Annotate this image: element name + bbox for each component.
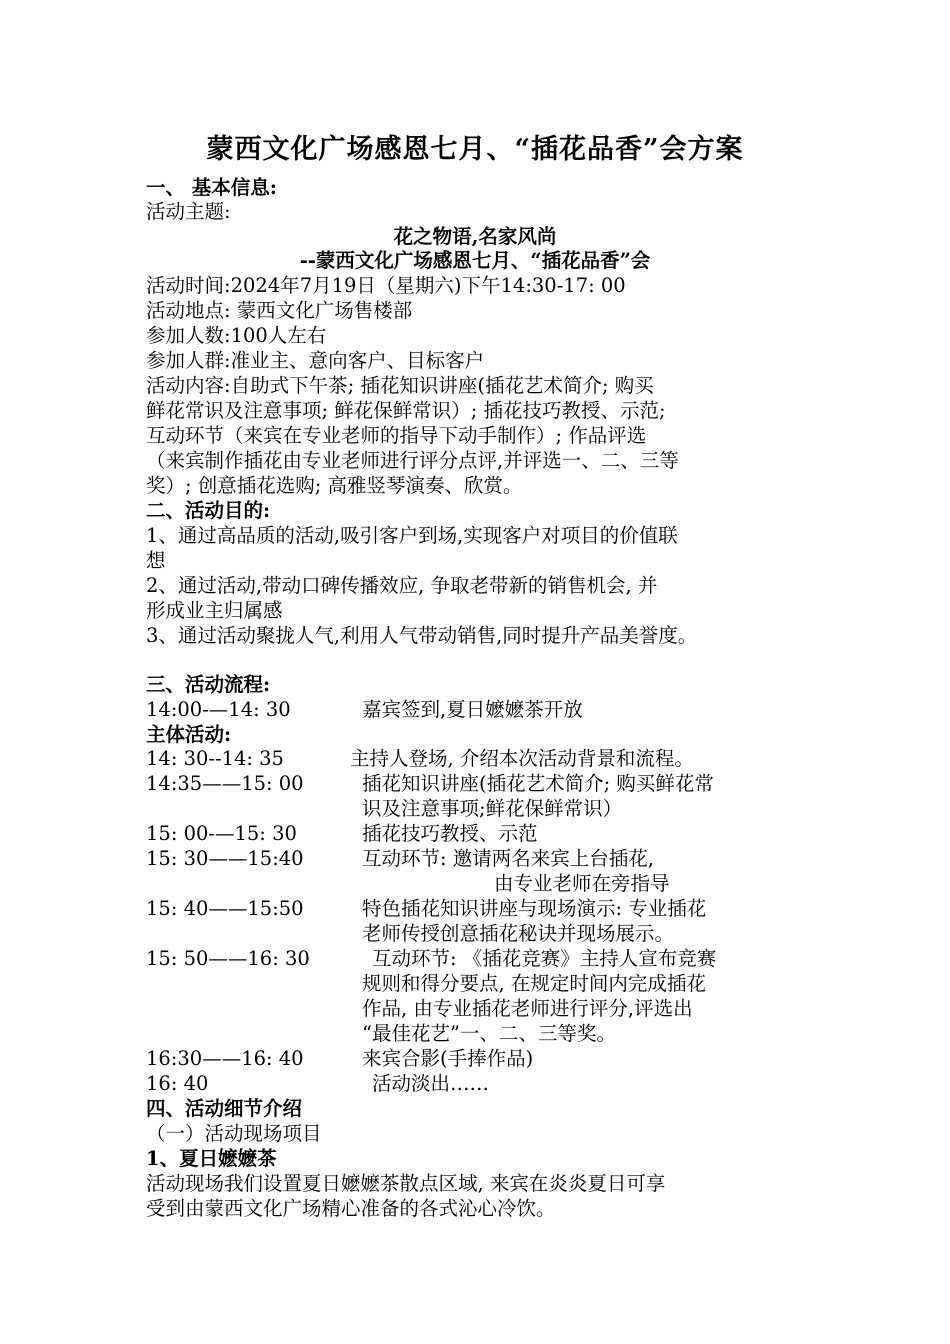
schedule-desc: 嘉宾签到,夏日嬷嬷茶开放 <box>362 698 583 721</box>
section2-heading: 二、活动目的: <box>146 499 271 522</box>
document-title: 蒙西文化广场感恩七月、“插花品香”会方案 <box>206 134 744 165</box>
content-line: 鲜花常识及注意事项; 鲜花保鲜常识）; 插花技巧教授、示范; <box>146 399 666 422</box>
schedule-time: 15: 00-—15: 30 <box>146 822 297 845</box>
schedule-desc: 来宾合影(手捧作品) <box>362 1047 534 1070</box>
participant-count: 参加人数:100人左右 <box>146 324 327 347</box>
schedule-time: 15: 40——15:50 <box>146 897 304 920</box>
purpose-line: 想 <box>146 549 166 572</box>
schedule-desc: 互动环节: 邀请两名来宾上台插花, <box>362 847 654 870</box>
schedule-desc: 规则和得分要点, 在规定时间内完成插花 <box>362 972 706 995</box>
item1-line: 受到由蒙西文化广场精心准备的各式沁心冷饮。 <box>146 1197 556 1220</box>
schedule-desc: 作品, 由专业插花老师进行评分,评选出 <box>362 997 693 1020</box>
theme-line-1: 花之物语,名家风尚 <box>393 225 557 248</box>
theme-label: 活动主题: <box>146 200 231 223</box>
schedule-time: 16:30——16: 40 <box>146 1047 304 1070</box>
schedule-desc: 插花技巧教授、示范 <box>362 822 538 845</box>
schedule-time: 14: 30--14: 35 <box>146 747 284 770</box>
schedule-desc: 插花知识讲座(插花艺术简介; 购买鲜花常 <box>362 772 714 795</box>
schedule-desc: 特色插花知识讲座与现场演示: 专业插花 <box>362 897 707 920</box>
content-line: （来宾制作插花由专业老师进行评分点评,并评选一、二、三等 <box>146 449 679 472</box>
purpose-line: 2、通过活动,带动口碑传播效应, 争取老带新的销售机会, 并 <box>146 574 658 597</box>
purpose-line: 形成业主归属感 <box>146 599 283 622</box>
schedule-desc: 互动环节: 《插花竞赛》主持人宣布竞赛 <box>372 947 717 970</box>
schedule-time: 16: 40 <box>146 1072 209 1095</box>
schedule-time: 15: 50——16: 30 <box>146 947 310 970</box>
schedule-desc: 老师传授创意插花秘诀并现场展示。 <box>362 922 675 945</box>
section1-heading: 一、 基本信息: <box>146 176 277 199</box>
section3-heading: 三、活动流程: <box>146 673 271 696</box>
content-line: 奖）; 创意插花选购; 高雅竖琴演奏、欣赏。 <box>146 474 523 497</box>
schedule-desc: 识及注意事项;鲜花保鲜常识） <box>362 797 623 820</box>
main-activity-heading: 主体活动: <box>146 723 232 746</box>
schedule-desc: 主持人登场, 介绍本次活动背景和流程。 <box>350 747 694 770</box>
item1-line: 活动现场我们设置夏日嬷嬷茶散点区域, 来宾在炎炎夏日可享 <box>146 1172 666 1195</box>
schedule-time: 15: 30——15:40 <box>146 847 304 870</box>
activity-time: 活动时间:2024年7月19日（星期六)下午14:30-17: 00 <box>146 274 626 297</box>
theme-line-2: --蒙西文化广场感恩七月、“插花品香”会 <box>299 249 651 272</box>
schedule-desc: 由专业老师在旁指导 <box>494 872 670 895</box>
participant-group: 参加人群:准业主、意向客户、目标客户 <box>146 349 485 372</box>
activity-place: 活动地点: 蒙西文化广场售楼部 <box>146 299 413 322</box>
schedule-time: 14:35——15: 00 <box>146 772 304 795</box>
schedule-desc: 活动淡出…… <box>372 1072 490 1095</box>
content-line: 活动内容:自助式下午茶; 插花知识讲座(插花艺术简介; 购买 <box>146 374 654 397</box>
schedule-desc: “最佳花艺”一、二、三等奖。 <box>362 1022 616 1045</box>
section4-heading: 四、活动细节介绍 <box>146 1097 303 1120</box>
purpose-line: 1、通过高品质的活动,吸引客户到场,实现客户对项目的价值联 <box>146 524 678 547</box>
content-line: 互动环节（来宾在专业老师的指导下动手制作）; 作品评选 <box>146 424 647 447</box>
purpose-line: 3、通过活动聚拢人气,利用人气带动销售,同时提升产品美誉度。 <box>146 624 698 647</box>
schedule-time: 14:00-—14: 30 <box>146 698 291 721</box>
item1-heading: 1、夏日嬷嬷茶 <box>146 1147 277 1170</box>
section4-subheading: （一）活动现场项目 <box>146 1122 322 1145</box>
